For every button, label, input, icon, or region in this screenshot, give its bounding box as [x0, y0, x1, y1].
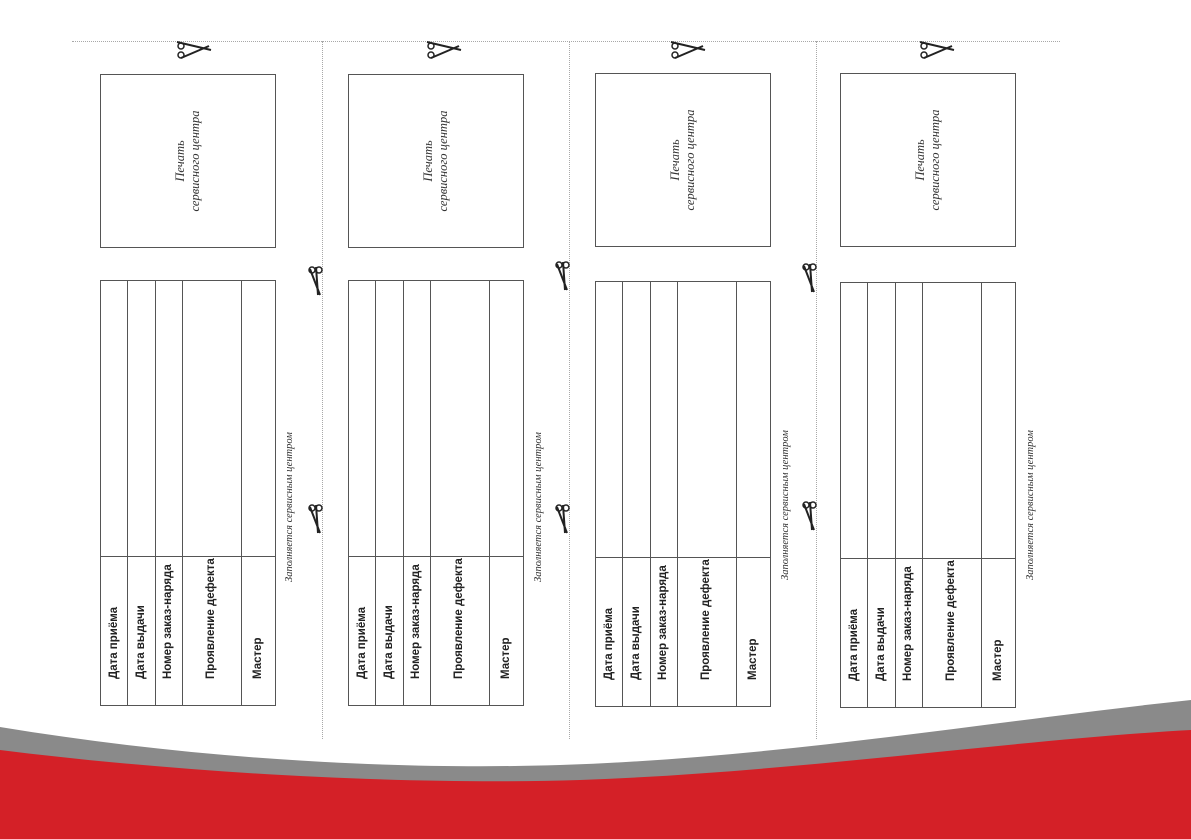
- scissors-icon: [304, 265, 326, 297]
- row-label-intake-date: Дата приёма: [603, 608, 615, 680]
- row-label-master: Мастер: [500, 637, 512, 679]
- service-table: [595, 281, 771, 707]
- row-label-defect: Проявление дефекта: [453, 558, 465, 679]
- cut-line-2: [569, 41, 570, 739]
- stamp-line-2: сервисного центра: [188, 110, 202, 212]
- row-label-defect: Проявление дефекта: [205, 558, 217, 679]
- stamp-line-2: сервисного центра: [928, 109, 942, 211]
- row-label-issue-date: Дата выдачи: [875, 607, 887, 681]
- cut-line-top: [72, 41, 1060, 42]
- row-label-master: Мастер: [992, 639, 1004, 681]
- stamp-line-1: Печать: [173, 140, 187, 182]
- stamp-line-1: Печать: [913, 139, 927, 181]
- stamp-caption: [913, 75, 943, 245]
- stamp-caption: [421, 76, 451, 246]
- stamp-line-1: Печать: [668, 139, 682, 181]
- row-label-order-number: Номер заказ-наряда: [902, 566, 914, 681]
- scissors-icon: [175, 40, 213, 60]
- scissors-icon: [669, 40, 707, 60]
- row-label-intake-date: Дата приёма: [356, 607, 368, 679]
- scissors-icon: [304, 503, 326, 535]
- service-table: [348, 280, 524, 706]
- row-label-master: Мастер: [747, 638, 759, 680]
- row-label-master: Мастер: [252, 637, 264, 679]
- row-label-intake-date: Дата приёма: [848, 609, 860, 681]
- stamp-box: [100, 74, 276, 248]
- stamp-line-1: Печать: [421, 140, 435, 182]
- scissors-icon: [798, 500, 820, 532]
- row-label-issue-date: Дата выдачи: [630, 606, 642, 680]
- stamp-line-2: сервисного центра: [436, 110, 450, 212]
- service-table: [100, 280, 276, 706]
- row-label-order-number: Номер заказ-наряда: [410, 564, 422, 679]
- stamp-box: [595, 73, 771, 247]
- cut-line-3: [816, 41, 817, 739]
- row-label-intake-date: Дата приёма: [108, 607, 120, 679]
- scissors-icon: [551, 260, 573, 292]
- scissors-icon: [918, 40, 956, 60]
- filled-by-service-note: Заполняется сервисным центром: [284, 432, 295, 582]
- row-label-defect: Проявление дефекта: [945, 560, 957, 681]
- filled-by-service-note: Заполняется сервисным центром: [533, 432, 544, 582]
- scissors-icon: [798, 262, 820, 294]
- row-label-order-number: Номер заказ-наряда: [657, 565, 669, 680]
- filled-by-service-note: Заполняется сервисным центром: [780, 430, 791, 580]
- service-table: [840, 282, 1016, 708]
- stamp-caption: [668, 75, 698, 245]
- stamp-box: [840, 73, 1016, 247]
- red-band: [0, 730, 1191, 839]
- row-label-order-number: Номер заказ-наряда: [162, 564, 174, 679]
- scissors-icon: [551, 503, 573, 535]
- cut-line-1: [322, 41, 323, 739]
- filled-by-service-note: Заполняется сервисным центром: [1025, 430, 1036, 580]
- stamp-line-2: сервисного центра: [683, 109, 697, 211]
- row-label-issue-date: Дата выдачи: [135, 605, 147, 679]
- decorative-wave: [0, 690, 1191, 839]
- row-label-defect: Проявление дефекта: [700, 559, 712, 680]
- stamp-caption: [173, 76, 203, 246]
- stamp-box: [348, 74, 524, 248]
- scissors-icon: [425, 40, 463, 60]
- row-label-issue-date: Дата выдачи: [383, 605, 395, 679]
